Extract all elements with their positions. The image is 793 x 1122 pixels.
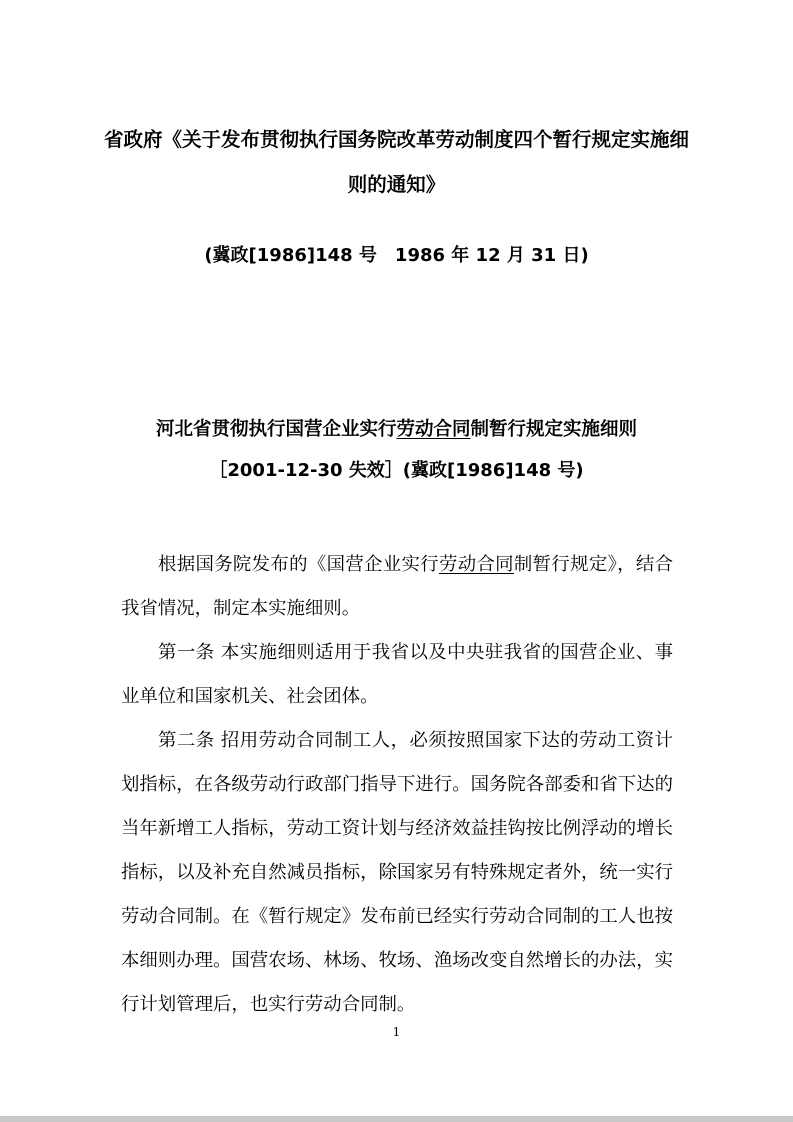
section-status: ［2001-12-30 失效］(冀政[1986]148 号) [209,460,584,481]
paragraph-line [121,543,673,587]
section-title-link[interactable]: 劳动合同 [396,419,471,440]
paragraph-text: 制暂行规定》，结合 [513,554,673,575]
document-number: (冀政[1986]148 号 1986 年 12 月 31 日) [204,245,589,266]
paragraph-line: 当年新增工人指标，劳动工资计划与经济效益挂钩按比例浮动的增长 [121,818,673,839]
paragraph-line: 行计划管理后，也实行劳动合同制。 [121,994,416,1015]
document-title-line-2: 则的通知》 [347,173,446,196]
document-title-line-1: 省政府《关于发布贯彻执行国务院改革劳动制度四个暂行规定实施细 [103,128,689,151]
article-1 [121,631,673,719]
paragraph-preamble [121,543,673,631]
paragraph-line: 我省情况，制定本实施细则。 [121,598,361,619]
paragraph-line: 指标，以及补充自然减员指标，除国家另有特殊规定者外，统一实行 [121,862,673,883]
paragraph-line: 第二条 招用劳动合同制工人，必须按照国家下达的劳动工资计 [158,730,673,751]
page-number: 1 [392,1025,401,1039]
paragraph-text: 根据国务院发布的《国营企业实行 [158,554,439,575]
section-title [0,418,793,442]
section-title-after: 制暂行规定实施细则 [470,419,638,440]
paragraph-line: 本细则办理。国营农场、林场、牧场、渔场改变自然增长的办法，实 [121,950,673,971]
article-2 [121,719,673,1027]
paragraph-line: 劳动合同制。在《暂行规定》发布前已经实行劳动合同制的工人也按 [121,906,673,927]
section-title-before: 河北省贯彻执行国营企业实行 [155,419,397,440]
paragraph-line: 业单位和国家机关、社会团体。 [121,686,379,707]
paragraph-line: 第一条 本实施细则适用于我省以及中央驻我省的国营企业、事 [158,642,673,663]
paragraph-line: 划指标，在各级劳动行政部门指导下进行。国务院各部委和省下达的 [121,774,673,795]
page-bottom-divider [0,1116,793,1122]
labor-contract-link[interactable]: 劳动合同 [438,554,514,575]
